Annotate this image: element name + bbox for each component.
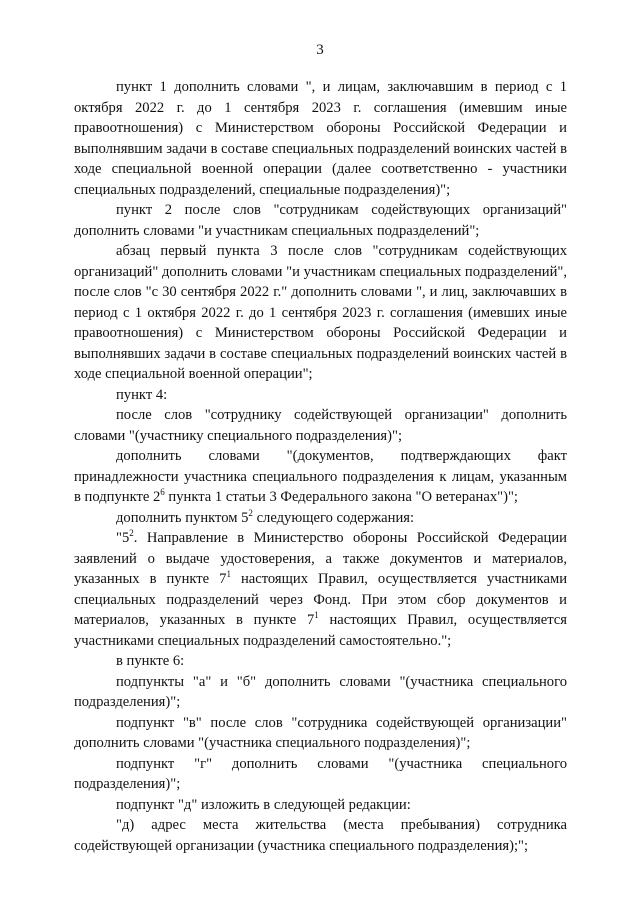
paragraph: подпункт "г" дополнить словами "(участника специального подразделения)"; bbox=[74, 755, 567, 792]
paragraph: подпункт "в" после слов "сотрудника содействующей организации" дополнить словами "(участника специального подразделения)"; bbox=[74, 714, 567, 751]
paragraph: абзац первый пункта 3 после слов "сотрудникам содействующих организаций" дополнить словами "и участникам специальных подразделений", после слов "с 30 сентября 2022 г." дополнить словами ", и лиц, заключавших в период с 1 октября 2022 г. до 1 сентября 2023 г. соглашения (имевших иные правоотношения) с Министерством обороны Российской Федерации и выполнявших задачи в составе специальных подразделений воинских частей в ходе специальной военной операции"; bbox=[74, 243, 567, 382]
paragraph: дополнить словами "(документов, подтверждающих факт принадлежности участника специального подразделения к лицам, указанным в подпункте $2^6$ пункта 1 статьи 3 Федерального закона "О ветеранах")"; bbox=[74, 448, 567, 505]
paragraph: после слов "сотруднику содействующей организации" дополнить словами "(участнику специального подразделения)"; bbox=[74, 407, 567, 444]
paragraph: подпункты "а" и "б" дополнить словами "(участника специального подразделения)"; bbox=[74, 673, 567, 710]
document-body bbox=[74, 77, 567, 856]
paragraph: пункт 2 после слов "сотрудникам содействующих организаций" дополнить словами "и участникам специальных подразделений"; bbox=[74, 202, 567, 239]
paragraph: пункт 1 дополнить словами ", и лицам, заключавшим в период с 1 октября 2022 г. до 1 сентября 2023 г. соглашения (имевшим иные правоотношения) с Министерством обороны Российской Федерации и выполнявшим задачи в составе специальных подразделений воинских частей в ходе специальной военной операции (далее соответственно - участники специальных подразделений, специальные подразделения)"; bbox=[74, 79, 567, 198]
paragraph: в пункте 6: bbox=[116, 653, 185, 669]
paragraph: дополнить пунктом $5^2$ следующего содержания: bbox=[116, 507, 415, 526]
paragraph: пункт 4: bbox=[116, 386, 168, 403]
paragraph: подпункт "д" изложить в следующей редакции: bbox=[116, 796, 411, 813]
paragraph: "д) адрес места жительства (места пребывания) сотрудника содействующей организации (участника специального подразделения);"; bbox=[74, 817, 567, 854]
page-number: 3 bbox=[316, 42, 324, 58]
paragraph: "$5^2$. Направление в Министерство обороны Российской Федерации заявлений о выдаче удостоверения, а также документов и материалов, указанных в пункте $7^1$ настоящих Правил, осуществляется участниками специальных подразделений через Фонд. При этом сбор документов и материалов, указанных в пункте $7^1$ настоящих Правил, осуществляется участниками специальных подразделений самостоятельно."; bbox=[74, 528, 567, 649]
